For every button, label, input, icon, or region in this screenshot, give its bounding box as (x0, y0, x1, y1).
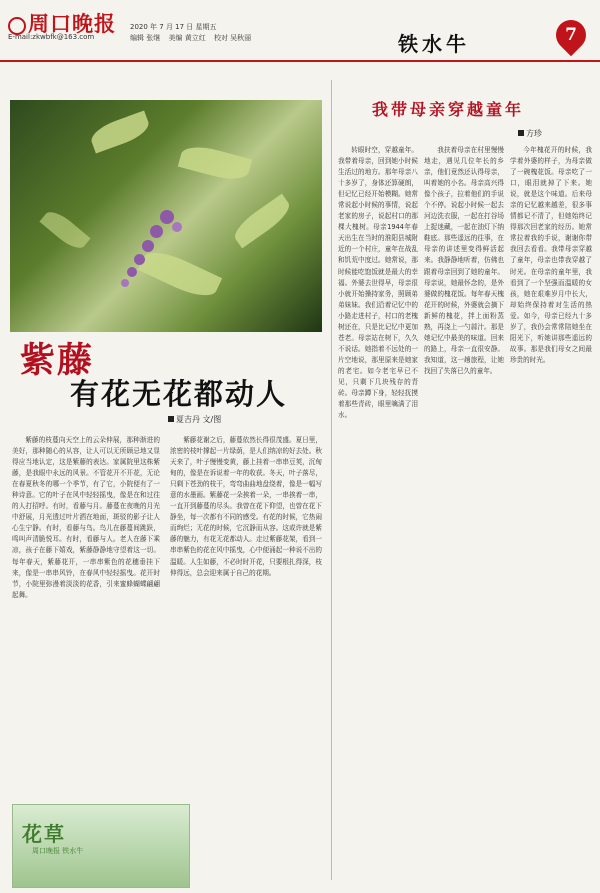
headline-sub: 有花无花都动人 (70, 377, 288, 411)
masthead (0, 0, 600, 62)
wisteria-photo (10, 100, 322, 332)
designer-credit: 美编 黄立红 (168, 34, 206, 42)
editor-credit: 编辑 张继 (130, 34, 161, 42)
left-byline-text: 夏吉丹 文/图 (176, 415, 222, 424)
column-divider (331, 80, 332, 880)
ad-title: 花草 (22, 822, 66, 846)
logo-text: 周口晚报 (28, 11, 116, 36)
credits-line (130, 33, 257, 43)
header-divider (0, 60, 600, 62)
right-column-1-text: 转眼时空，穿越童年。我带着母亲，回到她小时候生活过的地方。那年母亲八十多岁了，身体还算硬朗，但记忆已经开始模糊。她常常说起小时候的事情，说起老家的房子，说起村口的那棵大槐树。母亲1944年春天出生在当时的淮阳县城附近的一个村庄，童年在战乱和饥荒中度过。她常说，那时候能吃饱饭就是最大的幸福。外婆去世得早，母亲很小就开始操持家务，照顾弟弟妹妹。我们沿着记忆中的小路走进村子，村口的老槐树还在，只是比记忆中更加苍老。母亲站在树下，久久不说话。她指着不远处的一片空地说，那里原来是她家的老宅。如今老宅早已不见，只剩下几块残存的青砖。母亲蹲下身，轻轻抚摸着那些青砖，眼里噙满了泪水。 (338, 146, 418, 420)
right-column-2-text: 我扶着母亲在村里慢慢地走，遇见几位年长的乡亲，他们竟然还认得母亲，叫着她的小名。母亲高兴得像个孩子，拉着他们的手说个不停。说起小时候一起去河边洗衣服，一起在打谷场上捉迷藏，一起在油灯下纳鞋底。那些遥远的往事，在母亲的讲述里变得鲜活起来。我静静地听着，仿佛也跟着母亲回到了她的童年。母亲说，她最怀念的，是外婆做的槐花饭。每年春天槐花开的时候，外婆就会摘下新鲜的槐花，拌上面粉蒸熟，再浇上一勺蒜汁。那是她记忆中最美的味道。回来的路上，母亲一直很安静。我知道，这一趟旅程，让她找回了失落已久的童年。 (424, 146, 504, 375)
byline-square-icon (168, 416, 174, 422)
left-article-column-1 (12, 435, 160, 797)
ad-subtitle: 周口晚报 铁水牛 (32, 847, 84, 855)
left-byline (168, 414, 221, 425)
page-number: 7 (565, 25, 577, 45)
right-column-3-text: 今年槐花开的时候，我学着外婆的样子，为母亲做了一碗槐花饭。母亲吃了一口，眼泪就掉了下来。她说，就是这个味道。后来母亲的记忆越来越差，很多事情都记不清了，但她始终记得那次回老家的经历。她常常拉着我的手说，谢谢你带我回去看看。我带母亲穿越了童年，母亲也带我穿越了时光。在母亲的童年里，我看到了一个坚强而温暖的女孩，她在艰难岁月中长大，却始终保持着对生活的热爱。如今，母亲已经九十多岁了，我仍会常常陪她坐在阳光下，听她讲那些遥远的故事。那是我们母女之间最珍贵的时光。 (510, 146, 592, 364)
byline-square-icon (518, 130, 524, 136)
right-article-column-3 (510, 145, 592, 885)
section-title: 铁水牛 (398, 32, 470, 56)
date-line (130, 22, 225, 32)
left-column-1-text: 紫藤的枝蔓向天空上的云朵伸展，那种渐进的美好，那种随心的从容，让人可以无所顾忌地又显得应当地认定，这是紫藤的表达。家属院里这株紫藤，是我眼中永远的风景。不管花开不开花，无论在春夏秋冬的哪一个季节，有了它，小院便有了一种诗意。它的叶子在风中轻轻摇曳，像是在和过往的人打招呼。有时，看藤与月。藤蔓在夜晚的月光中舒展，月光透过叶片洒在地面，斑驳的影子让人心生宁静。有时，看藤与鸟。鸟儿在藤蔓间跳跃，鸣叫声清脆悦耳。有时，看藤与人。老人在藤下乘凉，孩子在藤下嬉戏，紫藤静静地守望着这一切。每年春天，紫藤花开，一串串紫色的花穗垂挂下来，像是一串串风铃，在春风中轻轻摇曳。花开时节，小院里弥漫着淡淡的花香，引来蜜蜂蝴蝶翩翩起舞。 (12, 436, 160, 599)
left-article-column-2 (170, 435, 322, 885)
proofreader-credit: 校对 吴秋丽 (213, 34, 252, 42)
issue-date: 2020 年 7 月 17 日 星期五 (130, 23, 217, 31)
logo-icon (8, 17, 26, 35)
right-article-column-1 (338, 145, 418, 885)
email-address: E-mail:zkwbfk@163.com (8, 33, 95, 41)
right-article-column-2 (424, 145, 504, 885)
headline-main: 紫藤 (20, 340, 95, 381)
left-column-2-text: 紫藤花谢之后，藤蔓依然长得很茂盛。夏日里，浓密的枝叶撑起一片绿荫，是人们纳凉的好去处。秋天来了，叶子慢慢变黄，藤上挂着一串串豆荚，沉甸甸的，像是在诉说着一年的收获。冬天，叶子落尽，只剩下苍劲的枝干，弯弯曲曲地盘绕着，像是一幅写意的水墨画。紫藤花一朵挨着一朵，一串挨着一串，一直开到藤蔓的尽头。我曾在花下仰望，也曾在花下静坐，每一次都有不同的感受。有花的时候，它热闹而绚烂；无花的时候，它沉静而从容。这或许就是紫藤的魅力，有花无花都动人。走过紫藤花架，看到一串串紫色的花在风中摇曳，心中便涌起一种说不出的温暖。人生如藤，不必时时开花，只要根扎得深，枝伸得远，总会迎来属于自己的花期。 (170, 436, 322, 577)
right-article-title: 我带母亲穿越童年 (372, 100, 525, 119)
right-byline-text: 方珍 (526, 129, 542, 138)
right-byline (518, 128, 542, 139)
